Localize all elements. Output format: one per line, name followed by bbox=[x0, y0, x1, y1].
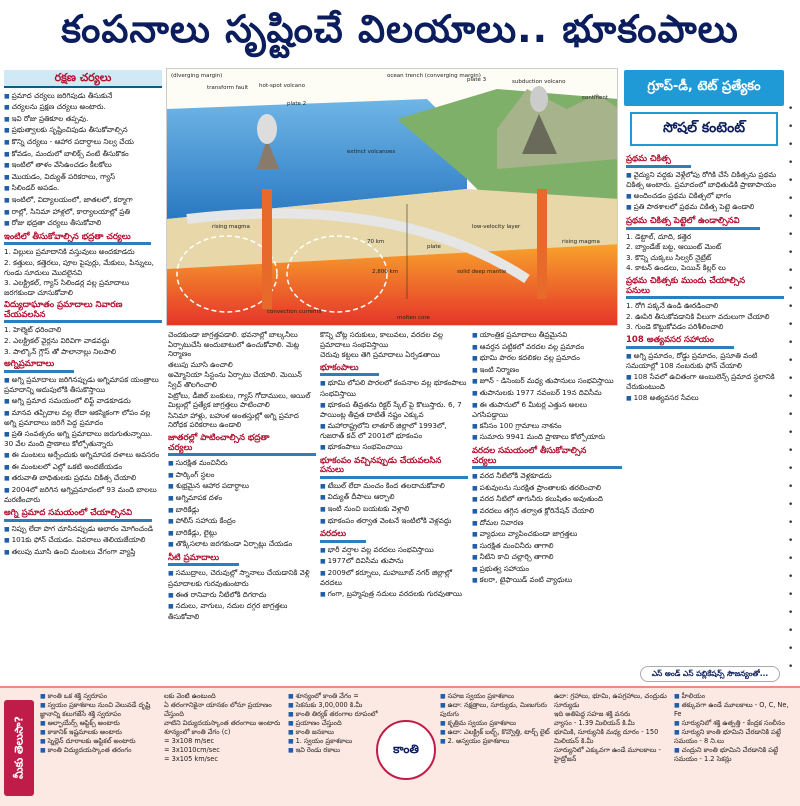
list-item: = 3x105 km/sec bbox=[164, 755, 218, 763]
list-item: ■ దోమల నివారణ bbox=[472, 518, 622, 529]
before-first-aid-list bbox=[626, 301, 784, 332]
list-item: ■ తలుపు మూసి ఉంచి మంటలు వేగంగా వ్యాప్తి bbox=[4, 547, 162, 558]
earthquake-actions-list bbox=[320, 481, 468, 526]
list-item: పెట్రోలు, డీజిల్ బంకులు, గ్యాస్ గోదాములు, ఆయిల్ మిల్లుల్లో ప్రత్యేక జాగ్రత్తలు పాటించాలి bbox=[168, 390, 311, 410]
list-item: ■ కొన్ని చర్యలు - ఆహార పదార్థాలు నిల్వ చేయ bbox=[4, 137, 162, 148]
list-item: 2. ఎలక్ట్రికల్ వైర్లను విరివిగా వాడవద్దు bbox=[4, 336, 110, 346]
list-item: ఇది అతిపెద్ద సహజ శక్తి వనరు bbox=[554, 710, 631, 718]
floods-list bbox=[320, 545, 468, 600]
bottom-col-1 bbox=[40, 692, 160, 800]
section-heading-safety: రక్షణ చర్యలు bbox=[4, 70, 162, 88]
diagram-label: transform fault bbox=[207, 85, 249, 91]
list-item: ■ భూకంపాలు సంభవించాయి bbox=[320, 442, 468, 453]
list-item: ఉదా: గ్రహాలు, భూమి, ఉపగ్రహాలు, చంద్రుడు bbox=[554, 692, 667, 700]
diagram-label: plate 3 bbox=[467, 77, 487, 83]
list-item: 3. కొన్ని చుక్కలు సిల్వర్ నైట్రేట్ bbox=[626, 252, 712, 262]
list-item: ■ మానవ తప్పిదాల వల్ల లేదా ఆకస్మికంగా లోపం వల్ల అగ్ని ప్రమాదాలు జరిగే పెద్ద ప్రమాదం bbox=[4, 408, 162, 428]
list-item: ■ ఇంటిలో, విద్యాలయంలో, జాతలలో, కర్మాగా bbox=[4, 195, 162, 206]
middle-column-1 bbox=[168, 330, 316, 684]
list-item: ■ తొక్కిసలాట జరగకుండా ఏర్పాట్లు చేయడం bbox=[168, 539, 316, 550]
diagram-label: subduction volcano bbox=[512, 79, 566, 85]
list-item: 4. కాటన్ ఉండలు, పెయిన్ కిల్లర్ లు bbox=[626, 263, 726, 273]
list-item: 1. రోగి పక్కనే ఉండి ఊరడించాలి bbox=[626, 301, 719, 311]
list-item: ■ ఇవి రోజు ప్రతికూల తప్పవు. bbox=[4, 114, 162, 125]
list-item: ■ ప్రమాద చర్యలు జరిగిపుడు తీసుకునే bbox=[4, 91, 162, 102]
list-item: ■ తరువాతి బాధితులకు ప్రథమ చికిత్స చేయాలి bbox=[4, 473, 162, 484]
list-item: ■ పోలీస్ సహాయ కేంద్రం bbox=[168, 516, 316, 527]
list-item: = 3x108 m/sec bbox=[164, 737, 215, 745]
bottom-col-3 bbox=[288, 692, 388, 800]
list-item: ■ నీటిని కాచి చల్లార్చి తాగాలి bbox=[472, 552, 622, 563]
list-item: భూమికి, సూర్యునికి మధ్య దూరం - 150 మిలియన్ కి.మీ bbox=[554, 728, 659, 745]
list-item: ■ తక్కువగా ఉండే మూలకాలు - O, C, Ne, Fe bbox=[674, 701, 796, 719]
list-item: ■ కోవడం, మందులో బాలిక్స్ వంటి తీసుకొకం bbox=[4, 149, 162, 160]
list-item: ■ వరదలు తగ్గిన తర్వాత క్లోరినేషన్ చేయాలి bbox=[472, 506, 622, 517]
diagram-label: hot-spot volcano bbox=[259, 83, 306, 89]
left-intro bbox=[4, 91, 162, 229]
list-item: ■ గంగా, బ్రహ్మపుత్ర నదులు వరదలకు గురవుతాయి bbox=[320, 589, 468, 600]
water-list bbox=[168, 568, 316, 621]
bottom-col-2 bbox=[164, 692, 284, 800]
list-item: తలుపు మూసి ఉంచాలి bbox=[168, 359, 233, 369]
list-item: ■ చర్యలను ప్రక్షణ చర్యలు అంటారు. bbox=[4, 102, 162, 113]
list-item: లకు వెంటి ఉంటుంది bbox=[164, 692, 216, 700]
list-item: చెరువు కట్టలు తెగి ప్రమాదాలు ఏర్పడతాయి bbox=[320, 350, 440, 360]
list-item: ■ అందించడం ప్రథమ చికిత్సలో భాగం bbox=[626, 191, 784, 202]
list-item: ■ అగ్ని ప్రమాద సమయంలో లిఫ్ట్ వాడకూడదు bbox=[4, 396, 162, 407]
list-item: ■ బారికేడ్లు, లైట్లు bbox=[168, 528, 316, 539]
cyclone-list bbox=[472, 330, 622, 443]
did-you-know-label: మీకు తెలుసా? bbox=[4, 700, 34, 796]
list-item: సూర్యునిలో ఎక్కువగా ఉండే మూలకాలు - హైడ్రోజన్ bbox=[554, 746, 661, 763]
list-item: ■ సహజ స్వయం ప్రకాశకాలు bbox=[440, 692, 550, 701]
mid1-paragraph bbox=[168, 330, 316, 430]
list-item: ■ సెకనుకు 3,00,000 కి.మీ bbox=[288, 701, 388, 710]
list-item: 2. ఊపిరి తీసుకోవడానికి వీలుగా వదులుగా చేయాలి bbox=[626, 311, 770, 321]
list-item: ■ శూన్యంలో కాంతి వేగం = bbox=[288, 692, 388, 701]
list-item: ■ అగ్ని ప్రమాదం, రోడ్డు ప్రమాదం, ప్రసూతి వంటి సమయాల్లో 108 నంబరుకు ఫోన్ చేయాలి bbox=[626, 351, 784, 371]
list-item: ■ నదులు, వాగులు, నదుల దగ్గర జాగ్రత్తలు తీసుకోవాలి bbox=[168, 601, 316, 621]
list-item: 1. విల్లులు ప్రమాదానికి వస్తువులు అందకూడదు bbox=[4, 247, 135, 257]
diagram-label: rising magma bbox=[562, 239, 600, 245]
bottom-col-6 bbox=[674, 692, 796, 800]
list-item: సూర్యుడు bbox=[554, 701, 580, 709]
list-item: ■ వ్యాధులు వ్యాపించకుండా జాగ్రత్తలు bbox=[472, 529, 622, 540]
diagram-label: molten core bbox=[397, 315, 430, 321]
list-item: ■ సురక్షిత మంచినీరు bbox=[168, 458, 316, 469]
subheading-earthquake: భూకంపాలు bbox=[320, 364, 379, 377]
list-item: ■ కృత్రిమ స్వయం ప్రకాశకాలు bbox=[440, 719, 550, 728]
list-item: 3. పాల్కొన్ గ్లౌస్ తో పాలానాల్లు నిలపాలి bbox=[4, 346, 117, 356]
list-item: ■ విద్యుత్ దీపాలు ఆర్పాలి bbox=[320, 492, 468, 503]
list-item: ■ ఇంటి నిర్మాణం bbox=[472, 365, 622, 376]
list-item: ■ ఇంటి నుంచి బయటకు వెళ్లాలి bbox=[320, 504, 468, 515]
diagram-label: plate 2 bbox=[287, 101, 307, 107]
list-item: ■ రాల్లో, సినిమా హాళ్లలో, కార్యాలయాల్లో ప్రతి bbox=[4, 207, 162, 218]
page-title: కంపనాలు సృష్టించే విలయాలు.. భూకంపాలు bbox=[0, 0, 800, 68]
subheading-water: నీటి ప్రమాదాలు bbox=[168, 554, 239, 567]
list-item: ■ సముద్రాలు, చెరువుల్లో స్నానాలు చేయడానికి వెళ్లి ప్రమాదాలకు గురవుతుంటారు bbox=[168, 568, 316, 588]
list-item: చెందకుండా జాగ్రత్తపడాలి. భవనాల్లో బాల్కనీలు ఏర్పాటుచేసి అందుబాటులో ఉంచుకోవాలి. మెట్ల నిర్మాణం bbox=[168, 330, 300, 359]
list-item: ■ అగ్ని ప్రమాదాలు జరిగినప్పుడు అగ్నిమాపక యంత్రాలు ప్రమాదాన్ని ఆదుపులోకి తీసుకొస్తాయి bbox=[4, 375, 162, 395]
group-d-banner: గ్రూప్-డీ, టెట్ ప్రత్యేకం bbox=[624, 70, 784, 106]
light-circle: కాంతి bbox=[376, 720, 436, 780]
list-item: ■ ప్రతి పాఠశాలలో ప్రథమ చికిత్స పెట్టె ఉండాలి bbox=[626, 202, 784, 213]
subheading-flood-actions: వరదల సమయంలో తీసుకోవాల్సిన చర్యలు bbox=[472, 447, 622, 469]
list-item: ■ తుపానులకు 1977 నవంబర్ 19న దివిసీమ bbox=[472, 388, 622, 399]
bottom-col-5 bbox=[554, 692, 670, 800]
list-item: ■ సూర్యుని కాంతి భూమిని చేరడానికి పట్టే సమయం - 8 ని.లు bbox=[674, 728, 796, 746]
subheading-fire-actions: అగ్ని ప్రమాద సమయంలో చేయాల్సినవి bbox=[4, 509, 152, 522]
list-item: ■ 1. స్వయం ప్రకాశకాలు bbox=[288, 737, 388, 746]
list-item: ■ భూకంప తీవ్రతను రిక్టర్ స్కేల్ పై కొలుస్తారు. 6, 7 పాయింట్ల తీవ్రత దాటితే నష్టం ఎక్కువ bbox=[320, 400, 468, 420]
publisher-badge: ఎస్ అండ్ ఎస్ పబ్లికేషన్స్ సౌజన్యంతో... bbox=[640, 666, 780, 682]
list-item: ■ స్నెల్లెన్ దూరాలకు ఆప్టికల్ అంటారు bbox=[40, 737, 160, 746]
list-item: ■ సురక్షిత మంచినీరు తాగాలి bbox=[472, 541, 622, 552]
list-item: ■ 108 సేవలో ఉచితంగా అంబులెన్స్ ప్రమాద స్థలానికి చేరుకుంటుంది bbox=[626, 372, 784, 392]
list-item: ■ ప్రభుత్వాలకు సృష్టించిపుడు తీసుకోవాల్సిన bbox=[4, 125, 162, 136]
list-item: సినిమా హాళ్లు, బహుళ అంతస్తుల్లో అగ్ని ప్రమాద నిరోధక పరికరాలు ఉండాలి bbox=[168, 410, 299, 430]
list-item: ■ ఇంటిలో తాళం వేసిఉంచడం కీలకోలు bbox=[4, 160, 162, 171]
list-item: ■ నిప్పు లేదా పొగ చూసినప్పుడు అలారం మోగించండి bbox=[4, 524, 162, 535]
first-aid-list bbox=[626, 170, 784, 213]
right-column bbox=[626, 152, 784, 662]
subheading-earthquake-actions: భూకంపం వచ్చినప్పుడు చేయవలసిన పనులు bbox=[320, 457, 468, 479]
list-item: శూన్యంలో కాంతి వేగం (c) bbox=[164, 728, 231, 736]
middle-column-2 bbox=[320, 330, 468, 684]
list-item: ■ మొయడం, విద్యుత్ పరికరాలు, గ్యాస్ bbox=[4, 172, 162, 183]
diagram-label: extinct volcanoes bbox=[347, 149, 396, 155]
list-item: ■ హీలియం bbox=[674, 692, 796, 701]
list-item: అమ్మోనియా సిస్టంను ఏర్పాటు చేయాలి. మెయిన్ స్విచ్ తొలగించాలి bbox=[168, 370, 302, 389]
list-item: ■ యాంత్రిక ప్రమాదాలు తీవ్రమైనవి bbox=[472, 330, 622, 341]
list-item: ■ కాంతి తిర్యక్ తరంగాల రూపంలో bbox=[288, 710, 388, 719]
list-item: = 3x1010cm/sec bbox=[164, 746, 220, 754]
flood-actions-list bbox=[472, 471, 622, 586]
list-item: ■ 2009లో కర్నూలు, మహబూబ్ నగర్ జిల్లాల్లో వరదలు bbox=[320, 568, 468, 588]
list-item: ■ ఆవర్తన పట్టికలో వరదల వల్ల ప్రమాదం bbox=[472, 342, 622, 353]
electric-safety-list bbox=[4, 325, 162, 356]
list-item: ■ 2. అస్వయం ప్రకాశకాలు bbox=[440, 737, 550, 746]
fire-list bbox=[4, 375, 162, 505]
list-item: ■ ఈ తుపానులో 6 మీటర్ల ఎత్తున అలలు ఎగసిపడ్డాయి bbox=[472, 400, 622, 420]
diagram-label: 2,800 km bbox=[372, 269, 399, 275]
list-item: కొన్ని చోట్ల సరుకులు, కాలువలు, వరదల వల్ల ప్రమాదాలు సంభవిస్తాయి bbox=[320, 330, 443, 349]
subheading-home-safety: ఇంటిలో తీసుకోవాల్సిన భద్రతా చర్యలు bbox=[4, 233, 151, 246]
list-item: ■ కలరా, టైఫాయిడ్ వంటి వ్యాధులు bbox=[472, 575, 622, 586]
list-item: ■ వరద నీటిలో తాగునీరు కలుషితం అవుతుంది bbox=[472, 494, 622, 505]
middle-column-3 bbox=[472, 330, 622, 684]
subheading-108: 108 అత్యవసర సహాయం bbox=[626, 336, 734, 349]
list-item: ■ వైద్యుని వద్దకు వెళ్లేలోపు రోగికి చేసే చికిత్సను ప్రథమ చికిత్స అంటారు. ప్రమాదంలో బాధితుడికి ప్రాణాపాయం bbox=[626, 170, 784, 190]
list-item: ■ ఇవి రెండు రకాలు bbox=[288, 746, 388, 755]
list-item: ■ కాంతి విద్యుదయస్కాంత తరంగం bbox=[40, 746, 160, 755]
subheading-first-aid-kit: ప్రథమ చికిత్స పెట్టెలో ఉండాల్సినవి bbox=[626, 217, 760, 230]
list-item: 3. గుండె కొట్టుకోవడం పరిశీలించాలి bbox=[626, 322, 724, 332]
subheading-floods: వరదలు bbox=[320, 530, 366, 543]
fire-actions-list bbox=[4, 524, 162, 558]
list-item: ■ భారీ వర్షాల వల్ల వరదలు సంభవిస్తాయి bbox=[320, 545, 468, 556]
diagram-label: solid deep mantle bbox=[457, 269, 507, 275]
list-item: ■ ఉదా: ఎలక్ట్రిక్ బల్బ్, కొవ్వొత్తి, టార్చ్ లైట్ bbox=[440, 728, 550, 737]
list-item: ■ ఆల్ఫాయేర్స్ ఆప్టిక్స్ అంటారు bbox=[40, 719, 160, 728]
list-item: ఏ తరంగానికైనా యానకం లోనూ ప్రయాణం చేస్తుంది bbox=[164, 701, 272, 718]
list-item: ■ ఈ మంటలు అర్పేందుకు అగ్నిమాపక దళాలు అవసరం bbox=[4, 450, 162, 461]
list-item: వాటిని విద్యుదయస్కాంత తరంగాలు అంటారు bbox=[164, 719, 281, 727]
list-item: ■ ఈత రానివారు నీటిలోకి దిగరాదు bbox=[168, 590, 316, 601]
diagram-label: 70 km bbox=[367, 239, 385, 245]
list-item: ■ సిలిండర్ అపడం. bbox=[4, 183, 162, 194]
home-safety-list bbox=[4, 247, 162, 297]
festival-list bbox=[168, 458, 316, 550]
diagram-illustration bbox=[167, 69, 618, 326]
list-item: ■ భూమి పొరల కదలికల వల్ల ప్రమాదం bbox=[472, 353, 622, 364]
list-item: ■ ప్రభుత్వ సహాయం bbox=[472, 564, 622, 575]
list-item: ■ చంద్రుని కాంతి భూమిని చేరడానికి పట్టే సమయం - 1.2 సెకన్లు bbox=[674, 746, 796, 764]
subheading-electric: విద్యుదాఘాతం ప్రమాదాలు నివారణ చేయవలసిన bbox=[4, 301, 162, 323]
list-item: ■ వరద నీటిలోకి వెళ్లకూడదు bbox=[472, 471, 622, 482]
list-item: ■ 2004లో జరిగిన అగ్నిప్రమాదంలో 93 మంది బాలలు మరణించారు bbox=[4, 485, 162, 505]
diagram-label: continent bbox=[582, 95, 609, 101]
list-item: ■ ఉదా: నక్షత్రాలు, సూర్యుడు, మిణుగురు పురుగు bbox=[440, 701, 550, 719]
emergency-108-list bbox=[626, 351, 784, 404]
list-item: 1. డెట్టాల్, దూది, కత్తెర bbox=[626, 231, 692, 241]
diagram-label: plate bbox=[427, 244, 441, 250]
list-item: ■ కాంతి ఒక శక్తి స్వరూపం bbox=[40, 692, 160, 701]
list-item: ■ రోజు భద్రతా చర్యలు తీసుకోవాలి bbox=[4, 218, 162, 229]
list-item: ■ ఈ మంటలలో ఎల్లో ఒకటి అందజేయడం bbox=[4, 462, 162, 473]
list-item: ■ ప్రతి సంవత్సరం అగ్ని ప్రమాదాలు జరుగుతున్నాయి. 30 వేల మంది ప్రాణాలు కోల్పోతున్నారు bbox=[4, 429, 162, 449]
list-item: ■ ప్రయాణం చేస్తుంది bbox=[288, 719, 388, 728]
list-item: ■ టేబుల్ లేదా మంచం కింద తలదాచుకోవాలి bbox=[320, 481, 468, 492]
list-item: ■ 101కు ఫోన్ చేయడం. వివరాలు తెలియజేయాలి bbox=[4, 535, 162, 546]
first-aid-kit-list bbox=[626, 232, 784, 273]
subheading-fire: అగ్నిప్రమాదాలు bbox=[4, 360, 74, 373]
list-item: ■ భూకంపం తర్వాత వెంటనే ఇంటిలోకి వెళ్లవద్దు bbox=[320, 516, 468, 527]
subheading-festival: జాతరల్లో పాటించాల్సిన భద్రతా చర్యలు bbox=[168, 434, 316, 456]
list-item: 2. బ్యాండేజ్ బట్ట, ఆయింట్ మెంట్ bbox=[626, 242, 722, 252]
list-item: ■ మహారాష్ట్రలోని లాతూర్ జిల్లాలో 1993లో, గుజరాత్ కచ్ లో 2001లో భూకంపం bbox=[320, 421, 468, 441]
list-item: ■ కాకానిక్ ఇష్టమాలకు అంటారు bbox=[40, 728, 160, 737]
earthquake-list bbox=[320, 378, 468, 452]
list-item: ■ 1977లో దివిసీమ తుపాను bbox=[320, 556, 468, 567]
list-item: ■ కనీసం 100 గ్రామాలు నాశనం bbox=[472, 421, 622, 432]
diagram-label: ocean trench (converging margin) bbox=[387, 73, 481, 79]
diagram-label: low-velocity layer bbox=[472, 224, 521, 230]
subheading-first-aid: ప్రథమ చికిత్స bbox=[626, 155, 691, 168]
list-item: ■ పార్కింగ్ స్థలం bbox=[168, 470, 316, 481]
list-item: ■ శుభ్రమైన ఆహార పదార్థాలు bbox=[168, 481, 316, 492]
list-item: ■ అగ్నిమాపక దళం bbox=[168, 493, 316, 504]
diagram-label: convection currents bbox=[267, 309, 322, 315]
list-item: 1. హెల్మెట్ ధరించాలి bbox=[4, 325, 62, 335]
right-edge-bullets: • • • • • • • • • • • • • • • • • • • • • • • • • • • • • • • • bbox=[788, 104, 794, 672]
list-item: ■ జూన్ - డిసెంబర్ మధ్య తుపానులు సంభవిస్తాయి bbox=[472, 376, 622, 387]
list-item: వ్యాసం - 1.39 మిలియన్ కి.మీ bbox=[554, 719, 635, 727]
list-item: 2. కత్తులు, కత్తెరలు, పూల పైపుర్లు, మేకులు, పిన్నులు, గుండు సూదులు మొదలైనవి bbox=[4, 257, 154, 277]
diagram-label: (diverging margin) bbox=[171, 73, 223, 79]
social-content-banner: సోషల్ కంటెంట్ bbox=[630, 112, 778, 146]
bottom-col-4 bbox=[440, 692, 550, 800]
left-column bbox=[4, 70, 162, 684]
list-item: ■ సుమారు 9941 మంది ప్రాణాలు కోల్పోయారు bbox=[472, 432, 622, 443]
list-item: ■ 108 అత్యవసర సేవలు bbox=[626, 393, 784, 404]
mid2-top bbox=[320, 330, 468, 360]
list-item: ■ స్వయం ప్రకాశకాలు నుంచి వెలువడే దృష్టి జ్ఞానాన్ని కలుగజేసే శక్తి స్వరూపం bbox=[40, 701, 160, 719]
list-item: 3. ఎలక్ట్రికల్, గ్యాస్ సిలిండర్ల వల్ల ప్రమాదాలు జరగకుండా చూసుకోవాలి bbox=[4, 278, 130, 297]
list-item: ■ పశువులను సురక్షిత ప్రాంతాలకు తరలించాలి bbox=[472, 483, 622, 494]
list-item: ■ భూమి లోపలి పొరలలో కంపనాల వల్ల భూకంపాలు సంభవిస్తాయి bbox=[320, 378, 468, 398]
list-item: ■ కాంతి జనకాలు bbox=[288, 728, 388, 737]
diagram-label: rising magma bbox=[212, 224, 250, 230]
subheading-before-first-aid: ప్రథమ చికిత్సకు ముందు చేయాల్సిన పనులు bbox=[626, 277, 784, 299]
list-item: ■ బారికేడ్లు bbox=[168, 505, 316, 516]
plate-tectonics-diagram bbox=[166, 68, 618, 326]
list-item: ■ సూర్యునిలో శక్తి ఉత్పత్తి - కేంద్రక సంలీనం bbox=[674, 719, 796, 728]
